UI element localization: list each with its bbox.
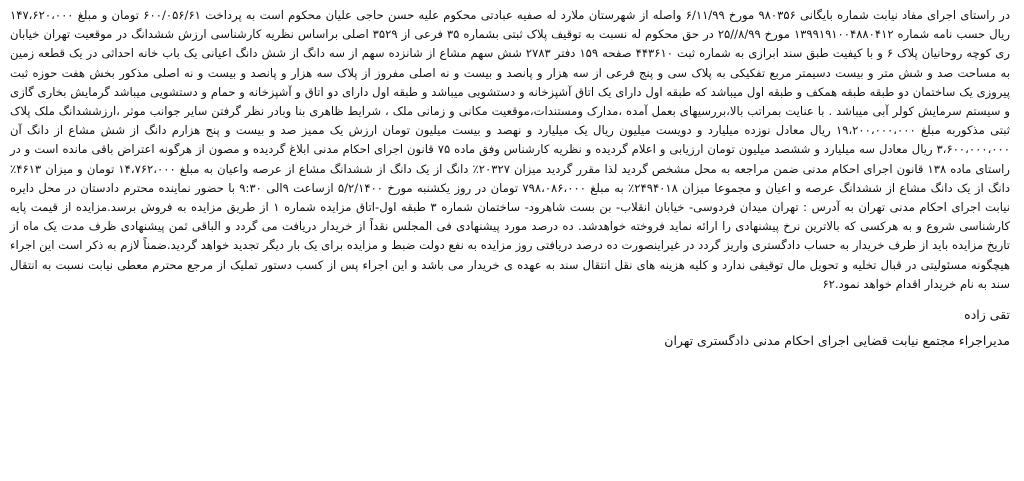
signer-title: مدیراجراء مجتمع نیابت قضایی اجرای احکام مدنی دادگستری تهران <box>664 333 1010 349</box>
signature-block <box>10 302 1010 354</box>
signer-name: تقی زاده <box>964 307 1010 323</box>
notice-body: در راستای اجرای مفاد نیابت شماره بایگانی ۹۸۰۳۵۶ مورخ ۶/۱۱/۹۹ واصله از شهرستان ملارد له صفیه عبادتی محکوم علیه حسن حاجی علیان محکوم است به پرداخت ۶۰۰/۰۵۶/۶۱ تومان و مبلغ ۱۴۷،۶۲۰،۰۰۰ ریال حسب نامه شماره ۱۳۹۹۱۹۱۰۰۴۸۸۰۴۱۲ مورخ ۸/۹۹//۲۵ در حق محکوم له نسبت به توقیف پلاک ثبتی بشماره ۳۵ فرعی از ۳۵۲۹ اصلی براساس نظریه کارشناسی ارزش ششدانگ در موقعیت تهران خیابان ری کوچه روحانیان پلاک ۶ و با کیفیت طبق سند ابرازی به شماره ثبت ۴۴۳۶۱۰ صفحه ۱۵۹ دفتر ۲۷۸۳ شش سهم مشاع از شانزده سهم از سه دانگ از شش دانگ اعیانی یک باب خانه احداثی در یک قطعه زمین به مساحت صد و شش متر و بیست دسیمتر مربع تفکیکی به پلاک سی و پنج فرعی از سه هزار و پانصد و بیست و نه اصلی مفروز از پلاک سه هزار و پانصد و بیست و نه اصلی مذکور بخش هفت حوزه ثبت پیروزی یک ساختمان دو طبقه طبقه همکف و طبقه اول میباشد که طبقه اول دارای یک اتاق آشپزخانه و دستشویی میباشد و طبقه اول دارای دو اتاق و آشپزخانه و حمام و دستشویی میباشد گرمایش بخاری گازی و سیستم سرمایش کولر آبی میباشد . با عنایت بمراتب بالا،بررسیهای بعمل آمده ،مدارک ومستندات،موقعیت مکانی و زمانی ملک ، شرایط ظاهری بنا وبادر نظر گرفتن سایر جوانب موثر ،ارزششدانگ ملک پلاک ثبتی مذکوربه مبلغ ۱۹،۲۰۰،۰۰۰،۰۰۰ ریال معادل نوزده میلیارد و دویست میلیون ریال یک میلیارد و نهصد و بیست میلیون تومان ارزش یک ممیز صد و بیست و پنج هزارم دانگ از شش مشاع از دانگ آن ۳،۶۰۰،۰۰۰،۰۰۰ ریال معادل سه میلیارد و ششصد میلیون تومان ارزیابی و اعلام گردیده و نظریه کارشناس وفق ماده ۷۵ قانون اجرای احکام مدنی ابلاغ گردیده و مصون از هرگونه اعتراض باقی مانده است و در راستای ماده ۱۳۸ قانون اجرای احکام مدنی ضمن مراجعه به محل مشخص گردید لذا مقرر گردید میزان ۲۰۳۲۷٪ دانگ از یک دانگ از ششدانگ مشاع از عرصه واعیان به مبلغ ۱۴،۷۶۲،۰۰۰ تومان و میزان ۴۶۱۳٪ دانگ از یک دانگ مشاع از ششدانگ عرصه و اعیان و مجموعا میزان ۲۴۹۴۰۱۸٪ به مبلغ ۷۹۸،۰۸۶،۰۰۰ تومان در روز یکشنبه مورخ ۵/۲/۱۴۰۰ ازساعت ۹الی ۹:۳۰ با حضور نماینده محترم دادستان در محل دایره نیابت اجرای احکام مدنی تهران به آدرس : تهران میدان فردوسی- خیابان انقلاب- بن بست شاهرود- ساختمان شماره ۳ طبقه اول-اتاق مزایده شماره ۱ از طریق مزایده به فروش برسد.مزایده از قیمت پایه کارشناسی شروع و به هرکسی که بالاترین نرخ پیشنهادی را ارائه نماید فروخته خواهدشد. ده درصد مورد پیشنهادی فی المجلس نقداً از خریدار دریافت می گردد و الباقی ثمن پیشنهادی ظرف مدت یک ماه از تاریخ مزایده باید از طرف خریدار به حساب دادگستری واریز گردد در غیراینصورت ده درصد دریافتی روز مزایده به نفع دولت ضبط و مزایده برای یک بار دیگر تجدید خواهد گردید.ضمناً لازم به ذکر است این اجراء هیچگونه مسئولیتی در قبال تخلیه و تحویل مال توقیفی ندارد و کلیه هزینه های نقل انتقال سند به عهده ی خریدار می باشد و این اجراء پس از کسب دستور تملیک از مرجع محترم معطی نیابت نسبت به انتقال سند به نام خریدار اقدام خواهد نمود.۶۲ <box>10 8 1011 291</box>
